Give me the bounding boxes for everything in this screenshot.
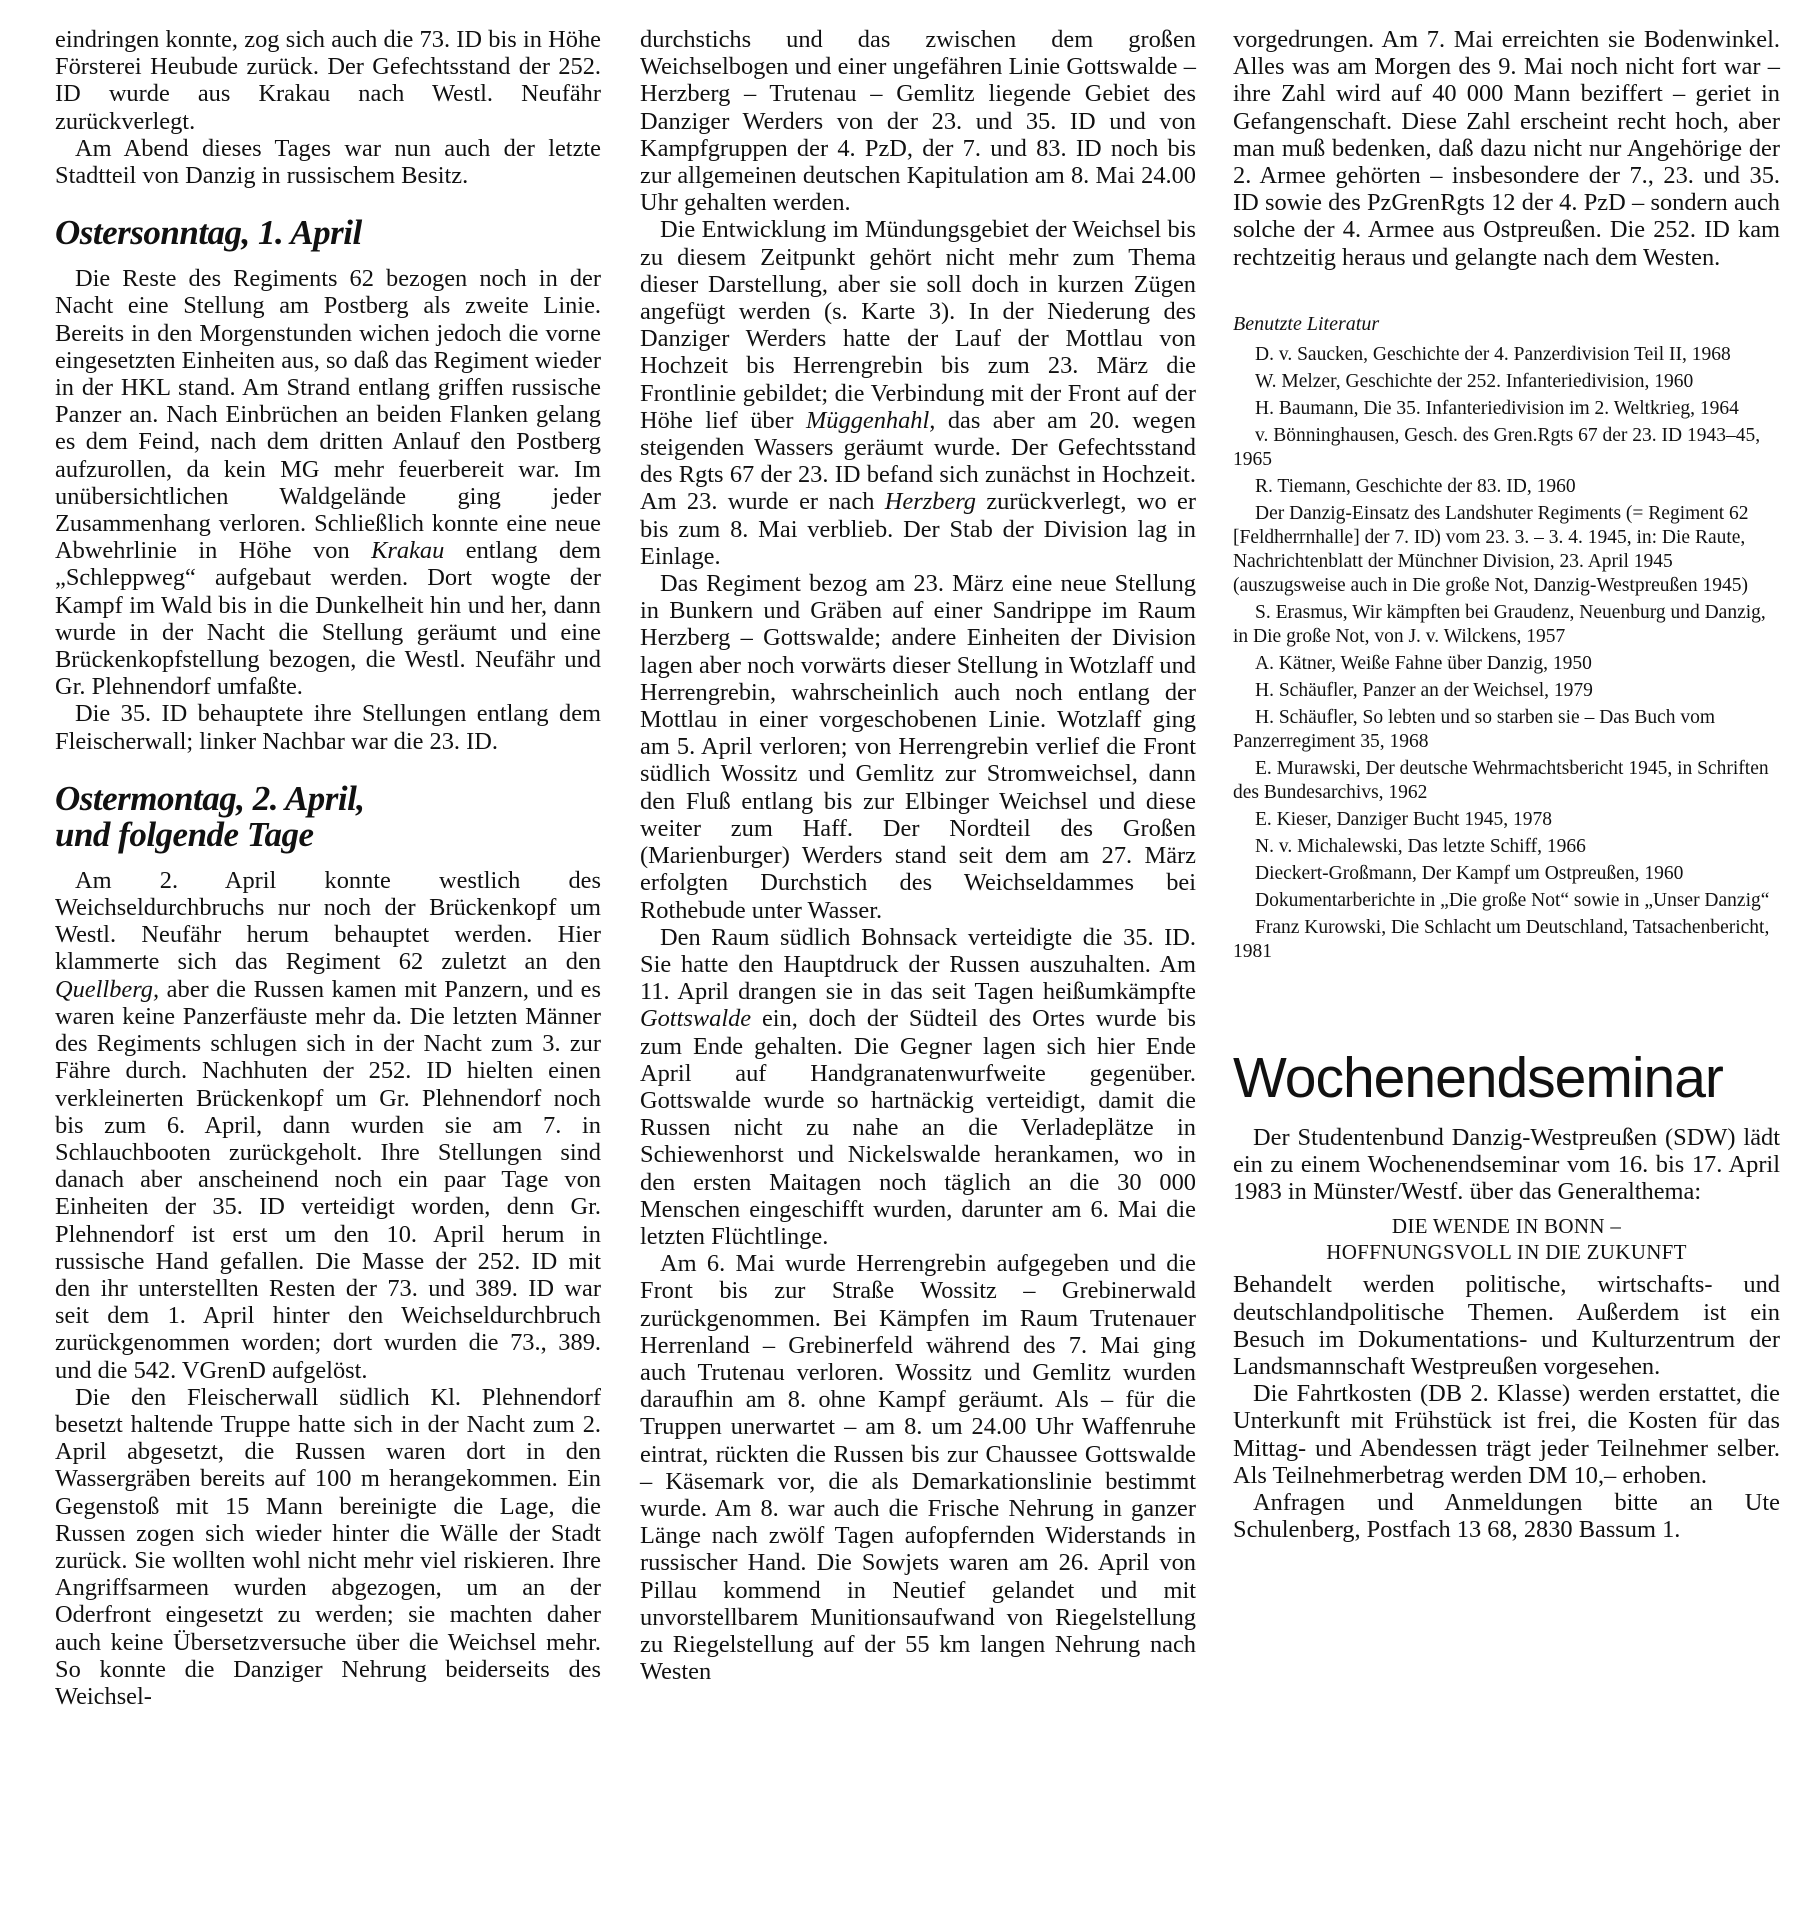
- paragraph: durchstichs und das zwischen dem großen Weichselbogen und einer ungefähren Linie Gottswalde – Herzberg – Trutenau – Gemlitz liegende Gebiet des Danziger Werders von der 23. und 35. ID und von Kampfgruppen der 4. PzD, der 7. und 83. ID noch bis zur allgemeinen deutschen Kapitulation am 8. Mai 24.00 Uhr gehalten werden.: [640, 26, 1196, 217]
- text: entlang dem „Schleppweg“ aufgebaut werden. Dort wogte der Kampf im Wald bis in die Dunkelheit hin und her, dann wurde in der Nacht die Stellung geräumt und eine Brückenkopfstellung bezogen, die Westl. Neufähr und Gr. Plehnendorf umfaßte.: [55, 537, 601, 701]
- literature-item: R. Tiemann, Geschichte der 83. ID, 1960: [1255, 475, 1576, 497]
- paragraph: Die Fahrtkosten (DB 2. Klasse) werden erstattet, die Unterkunft mit Frühstück ist frei, die Kosten für das Mittag- und Abendessen trägt jeder Teilnehmer selber. Als Teilnehmerbetrag werden DM 10,– erhoben.: [1233, 1380, 1780, 1489]
- paragraph: Das Regiment bezog am 23. März eine neue Stellung in Bunkern und Gräben auf einer Sandrippe im Raum Herzberg – Gottswalde; andere Einheiten der Division lagen aber noch vorwärts dieser Stellung in Wotzlaff und Herrengrebin, wahrscheinlich auch noch entlang der Mottlau in einer vorgeschobenen Linie. Wotzlaff ging am 5. April verloren; von Herrengrebin verlief die Front südlich Wossitz und Gemlitz zur Stromweichsel, dann den Fluß entlang bis zur Elbinger Weichsel und diese weiter zum Haff. Der Nordteil des Großen (Marienburger) Werders stand seit dem am 27. März erfolgten Durchstich des Weichseldammes bei Rothebude unter Wasser.: [640, 570, 1196, 924]
- paragraph: vorgedrungen. Am 7. Mai erreichten sie Bodenwinkel. Alles was am Morgen des 9. Mai noch nicht fort war – ihre Zahl wird auf 40 000 Mann beziffert – geriet in Gefangenschaft. Diese Zahl erscheint recht hoch, aber man muß bedenken, daß dazu nicht nur Angehörige der 2. Armee gehörten – insbesondere der 7., 23. und 35. ID sowie des PzGrenRgts 12 der 4. PzD – sondern auch solche der 4. Armee aus Ostpreußen. Die 252. ID kam rechtzeitig heraus und gelangte nach dem Westen.: [1233, 26, 1780, 271]
- text: Die Reste des Regiments 62 bezogen noch in der Nacht eine Stellung am Postberg als zweite Linie. Bereits in den Morgenstunden wichen jedoch die vorne eingesetzten Einheiten aus, so daß das Regiment wieder in der HKL stand. Am Strand entlang griffen russische Panzer an. Nach Einbrüchen an beiden Flanken gelang es dem Feind, nach dem dritten Anlauf den Postberg aufzurollen, da kein MG mehr feuerbereit war. Im unübersichtlichen Waldgelände ging jeder Zusammenhang verloren. Schließlich konnte eine neue Abwehrlinie in Höhe von: [55, 265, 601, 565]
- column-1: [55, 26, 601, 1710]
- heading-line-2: und folgende Tage: [55, 814, 314, 854]
- paragraph: Am Abend dieses Tages war nun auch der letzte Stadtteil von Danzig in russischem Besitz.: [55, 134, 601, 190]
- text: Am 2. April konnte westlich des Weichseldurchbruchs nur noch der Brückenkopf um Westl. Neufähr herum behauptet werden. Hier klammerte sich das Regiment 62 zuletzt an den: [55, 866, 601, 976]
- heading-text: Ostersonntag, 1. April: [55, 213, 362, 253]
- literature-item: A. Kätner, Weiße Fahne über Danzig, 1950: [1255, 652, 1592, 674]
- text: aber die Russen kamen mit Panzern, und es waren keine Panzerfäuste mehr da. Die letzten Männer des Regiments schlugen sich in der Nacht zum 3. zur Fähre durch. Nachhuten der 252. ID hielten einen verkleinerten Brückenkopf um Gr. Plehnendorf noch bis zum 6. April, dann wurden sie am 7. in Schlauchbooten zurückgeholt. Ihre Stellungen sind danach aber anscheinend noch ein paar Tage von Einheiten der 35. ID verteidigt worden, denn Gr. Plehnendorf ist erst um den 10. April herum in russische Hand gefallen. Die Masse der 252. ID mit den ihr unterstellten Resten der 73. und 389. ID war seit dem 1. April hinter den Weichseldurchbruch zurückgenommen worden; dort wurden die 73., 389. und die 542. VGrenD aufgelöst.: [55, 975, 601, 1384]
- literature-heading: Benutzte Literatur: [1233, 312, 1380, 335]
- text: Den Raum südlich Bohnsack verteidigte die 35. ID. Sie hatte den Hauptdruck der Russen auszuhalten. Am 11. April drangen sie in das seit Tagen heißumkämpfte: [640, 923, 1196, 1006]
- paragraph: Behandelt werden politische, wirtschafts- und deutschlandpolitische Themen. Außerdem ist ein Besuch im Dokumentations- und Kulturzentrum der Landsmannschaft Westpreußen vorgesehen.: [1233, 1271, 1780, 1381]
- text: zurückverlegt, wo er bis zum 8. Mai verblieb. Der Stab der Division lag in Einlage.: [640, 488, 1196, 570]
- literature-list: [1233, 343, 1780, 964]
- text: das aber am 20. wegen steigenden Wassers geräumt wurde. Der Gefechtsstand des Rgts 67 der 23. ID befand sich zunächst in Hochzeit. Am 23. wurde er nach: [640, 406, 1196, 516]
- seminar-theme: [1233, 1213, 1780, 1265]
- heading-line-1: Ostermontag, 2. April,: [55, 778, 365, 818]
- seminar-title: Wochenendseminar: [1233, 1045, 1723, 1110]
- paragraph: [640, 924, 1196, 1250]
- paragraph: [55, 867, 601, 1384]
- paragraph: Am 6. Mai wurde Herrengrebin aufgegeben und die Front bis zur Straße Wossitz – Grebinerwald zurückgenommen. Bei Kämpfen im Raum Trutenauer Herrenland – Grebinerfeld während des 7. Mai ging auch Trutenau verloren. Wossitz und Gemlitz wurden daraufhin am 8. ohne Kampf geräumt. Als – für die Truppen unerwartet – am 8. um 24.00 Uhr Waffenruhe eintrat, rückten die Russen bis zur Chaussee Gottswalde – Käsemark vor, die als Demarkationslinie bestimmt wurde. Am 8. war auch die Frische Nehrung in ganzer Länge nach zwölf Tagen aufopfernden Widerstands in russischer Hand. Die Sowjets waren am 26. April von Pillau kommend in Neutief gelandet und mit unvorstellbarem Munitionsaufwand von Riegelstellung zu Riegelstellung auf der 55 km langen Nehrung nach Westen: [640, 1250, 1196, 1686]
- paragraph: Der Studentenbund Danzig-Westpreußen (SDW) lädt ein zu einem Wochenendseminar vom 16. bis 17. April 1983 in Münster/Westf. über das Generalthema:: [1233, 1123, 1780, 1206]
- place-name: Gottswalde: [640, 1005, 752, 1033]
- literature-item: E. Murawski, Der deutsche Wehrmachtsbericht 1945, in Schriften des Bundesarchivs, 1962: [1233, 757, 1769, 803]
- literature-item: Franz Kurowski, Die Schlacht um Deutschland, Tatsachenbericht, 1981: [1233, 916, 1770, 962]
- column-2: [640, 26, 1196, 1685]
- literature-item: Der Danzig-Einsatz des Landshuter Regiments (= Regiment 62 [Feldherrnhalle] der 7. ID) vom 23. 3. – 3. 4. 1945, in: Die Raute, Nachrichtenblatt der Münchner Division, 23. April 1945 (auszugsweise auch in Die große Not, Danzig-Westpreußen 1945): [1233, 502, 1749, 596]
- place-name: Krakau: [371, 537, 445, 565]
- text: Die Entwicklung im Mündungsgebiet der Weichsel bis zu diesem Zeitpunkt gehört nicht mehr zum Thema dieser Darstellung, aber sie soll doch in kurzen Zügen angefügt werden (s. Karte 3). In der Niederung des Danziger Werders hatte der Lauf der Mottlau von Hochzeit bis Herrengrebin bis zum 23. März die Frontlinie gebildet; die Verbindung mit der Front auf der Höhe lief über: [640, 216, 1196, 434]
- paragraph: Die den Fleischerwall südlich Kl. Plehnendorf besetzt haltende Truppe hatte sich in der Nacht zum 2. April abgesetzt, die Russen waren dort in den Wassergräben bereits auf 100 m herangekommen. Ein Gegenstoß mit 15 Mann bereinigte die Lage, die Russen zogen sich wieder hinter die Wälle der Stadt zurück. Sie wollten wohl nicht mehr viel riskieren. Ihre Angriffsarmeen wurden abgezogen, um an der Oderfront eingesetzt zu werden; sie machten daher auch keine Übersetzversuche über die Weichsel mehr. So konnte die Danziger Nehrung beiderseits des Weichsel-: [55, 1383, 601, 1710]
- paragraph: eindringen konnte, zog sich auch die 73. ID bis in Höhe Försterei Heubude zurück. Der Gefechtsstand der 252. ID wurde aus Krakau nach Westl. Neufähr zurückverlegt.: [55, 26, 601, 135]
- literature-item: H. Schäufler, So lebten und so starben sie – Das Buch vom Panzerregiment 35, 1968: [1233, 706, 1716, 752]
- paragraph: Die 35. ID behauptete ihre Stellungen entlang dem Fleischerwall; linker Nachbar war die 23. ID.: [55, 700, 601, 755]
- column-3: [1233, 26, 1780, 1543]
- theme-line-2: HOFFNUNGSVOLL IN DIE ZUKUNFT: [1326, 1240, 1687, 1265]
- section-heading-ostermontag: [55, 778, 601, 854]
- literature-item: S. Erasmus, Wir kämpften bei Graudenz, Neuenburg und Danzig, in Die große Not, von J. v. Wilckens, 1957: [1233, 601, 1766, 647]
- literature-item: D. v. Saucken, Geschichte der 4. Panzerdivision Teil II, 1968: [1255, 343, 1731, 365]
- literature-item: H. Baumann, Die 35. Infanteriedivision im 2. Weltkrieg, 1964: [1255, 397, 1739, 419]
- literature-item: N. v. Michalewski, Das letzte Schiff, 1966: [1255, 835, 1586, 857]
- theme-line-1: DIE WENDE IN BONN –: [1391, 1214, 1622, 1239]
- place-name: Quellberg,: [55, 975, 160, 1003]
- literature-item: Dieckert-Großmann, Der Kampf um Ostpreußen, 1960: [1255, 862, 1684, 884]
- paragraph: [640, 216, 1196, 570]
- literature-item: Dokumentarberichte in „Die große Not“ sowie in „Unser Danzig“: [1255, 889, 1770, 911]
- place-name: Müggenhahl,: [805, 406, 936, 434]
- paragraph: [55, 265, 601, 700]
- paragraph: Anfragen und Anmeldungen bitte an Ute Schulenberg, Postfach 13 68, 2830 Bassum 1.: [1233, 1489, 1780, 1544]
- literature-item: v. Bönninghausen, Gesch. des Gren.Rgts 67 der 23. ID 1943–45, 1965: [1233, 424, 1761, 470]
- place-name: Herzberg: [884, 488, 976, 516]
- text: ein, doch der Südteil des Ortes wurde bis zum Ende gehalten. Die Gegner lagen sich hier Ende April auf Handgranatenwurfweite gegenüber. Gottswalde wurde so hartnäckig verteidigt, damit die Russen nicht zu nahe an die Verladeplätze in Schiewenhorst und Nickelswalde herankamen, wo in den ersten Maitagen noch täglich an die 30 000 Menschen eingeschifft wurden, darunter am 6. Mai die letzten Flüchtlinge.: [640, 1005, 1196, 1250]
- literature-item: H. Schäufler, Panzer an der Weichsel, 1979: [1255, 679, 1593, 701]
- literature-item: W. Melzer, Geschichte der 252. Infanteriedivision, 1960: [1255, 370, 1694, 392]
- section-heading-ostersonntag: [55, 215, 601, 251]
- literature-item: E. Kieser, Danziger Bucht 1945, 1978: [1255, 808, 1553, 830]
